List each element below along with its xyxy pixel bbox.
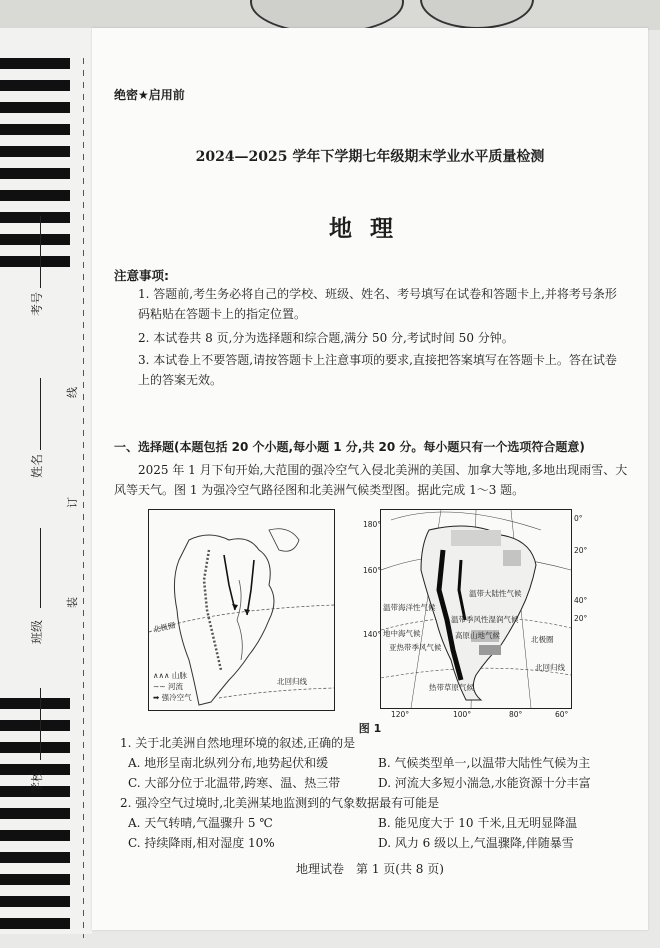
class-write-line bbox=[40, 528, 41, 608]
map1-label-tropic: 北回归线 bbox=[277, 677, 307, 686]
climate-label-subtropical-monsoon: 亚热带季风气候 bbox=[389, 643, 442, 652]
binding-strip bbox=[0, 28, 92, 934]
climate-label-mediterranean: 地中海气候 bbox=[383, 629, 421, 638]
mountain-symbol-icon: ∧∧∧ bbox=[153, 671, 172, 680]
cut-mark-staple: 装 bbox=[66, 597, 79, 608]
question-2-option-a: A. 天气转晴,气温骤升 5 ℃ bbox=[128, 816, 273, 830]
question-1-option-b: B. 气候类型单一,以温带大陆性气候为主 bbox=[378, 756, 591, 770]
lat-right-20a: 20° bbox=[574, 546, 588, 555]
question-2-stem: 2. 强冷空气过境时,北美洲某地监测到的气象数据最有可能是 bbox=[120, 796, 440, 810]
climate-label-savanna: 热带草原气候 bbox=[429, 683, 474, 692]
cut-mark-line: 线 bbox=[66, 387, 79, 398]
lat-right-20b: 20° bbox=[574, 614, 588, 623]
lon-bottom-60: 60° bbox=[555, 710, 569, 719]
climate-label-oceanic: 温带海洋性气候 bbox=[383, 603, 436, 612]
notice-item-2: 2. 本试卷共 8 页,分为选择题和综合题,满分 50 分,考试时间 50 分钟。 bbox=[138, 331, 514, 345]
map1-legend bbox=[153, 670, 209, 703]
notice-item-1: 1. 答题前,考生务必将自己的学校、班级、姓名、考号填写在试卷和答题卡上,并将考号条形码粘贴在答题卡上的指定位置。 bbox=[138, 287, 617, 321]
map1-label-arctic: 北极圈 bbox=[152, 620, 177, 635]
question-1-stem: 1. 关于北美洲自然地理环境的叙述,正确的是 bbox=[120, 736, 356, 750]
exam-paper bbox=[92, 28, 648, 930]
cut-line bbox=[83, 58, 84, 938]
lon-left-160: 160° bbox=[363, 566, 382, 575]
lon-bottom-120: 120° bbox=[391, 710, 410, 719]
lat-right-0: 0° bbox=[574, 514, 583, 523]
question-1-option-c: C. 大部分位于北温带,跨寒、温、热三带 bbox=[128, 776, 341, 790]
globe-illustration-right bbox=[420, 0, 534, 29]
page-footer: 地理试卷 第 1 页(共 8 页) bbox=[296, 862, 444, 876]
lon-bottom-80: 80° bbox=[509, 710, 523, 719]
question-1-option-a: A. 地形呈南北纵列分布,地势起伏和缓 bbox=[128, 756, 329, 770]
lat-right-40: 40° bbox=[574, 596, 588, 605]
lon-left-140: 140° bbox=[363, 630, 382, 639]
notice-item-3: 3. 本试卷上不要答题,请按答题卡上注意事项的要求,直接把答案填写在答题卡上。答在试卷上的答案无效。 bbox=[138, 353, 617, 387]
binding-label-class: 班级 bbox=[30, 619, 44, 644]
binding-label-name: 姓名 bbox=[30, 453, 44, 478]
name-write-line bbox=[40, 378, 41, 450]
map2-label-arctic: 北极圈 bbox=[531, 635, 554, 644]
question-1-option-d: D. 河流大多短小湍急,水能资源十分丰富 bbox=[378, 776, 591, 790]
lon-bottom-100: 100° bbox=[453, 710, 472, 719]
binding-label-exam-no: 考号 bbox=[30, 291, 44, 316]
river-symbol-icon: ∼∼ bbox=[153, 682, 168, 691]
exam-no-write-line bbox=[40, 216, 41, 288]
lon-left-180: 180° bbox=[363, 520, 382, 529]
arrow-right-icon: ➡ bbox=[153, 693, 162, 702]
section-intro: 2025 年 1 月下旬开始,大范围的强冷空气入侵北美洲的美国、加拿大等地,多地出现雨雪、大风等天气。图 1 为强冷空气路径图和北美洲气候类型图。据此完成 1～3 题。 bbox=[114, 463, 628, 497]
top-illustration-strip bbox=[0, 0, 660, 30]
legend-river: ∼∼ 河流 bbox=[153, 682, 183, 691]
cut-mark-bind: 订 bbox=[66, 497, 79, 508]
legend-cold-air: ➡ 强冷空气 bbox=[153, 693, 192, 702]
cold-air-path-map bbox=[148, 509, 335, 711]
school-write-line bbox=[40, 688, 41, 760]
section-heading: 一、选择题(本题包括 20 个小题,每小题 1 分,共 20 分。每小题只有一个选项符合题意) bbox=[114, 440, 585, 454]
climate-label-temperate-humid: 温带季风性湿润气候 bbox=[451, 615, 519, 624]
north-america-climate-map bbox=[363, 509, 588, 719]
climate-label-continental: 温带大陆性气候 bbox=[469, 589, 522, 598]
exam-title: 2024—2025 学年下学期七年级期末学业水平质量检测 bbox=[195, 149, 545, 165]
question-2-option-d: D. 风力 6 级以上,气温骤降,伴随暴雪 bbox=[378, 836, 574, 850]
notice-heading: 注意事项: bbox=[114, 268, 169, 283]
legend-mountain: ∧∧∧ 山脉 bbox=[153, 671, 187, 680]
secret-label: 绝密★启用前 bbox=[114, 88, 185, 102]
climate-label-highland: 高原山地气候 bbox=[455, 631, 500, 640]
question-2-option-c: C. 持续降雨,相对湿度 10% bbox=[128, 836, 275, 850]
map2-label-tropic: 北回归线 bbox=[535, 663, 565, 672]
binding-label-school: 学校 bbox=[30, 769, 44, 794]
question-2-option-b: B. 能见度大于 10 千米,且无明显降温 bbox=[378, 816, 578, 830]
figure-caption: 图 1 bbox=[358, 722, 382, 735]
subject-title: 地理 bbox=[329, 215, 411, 242]
